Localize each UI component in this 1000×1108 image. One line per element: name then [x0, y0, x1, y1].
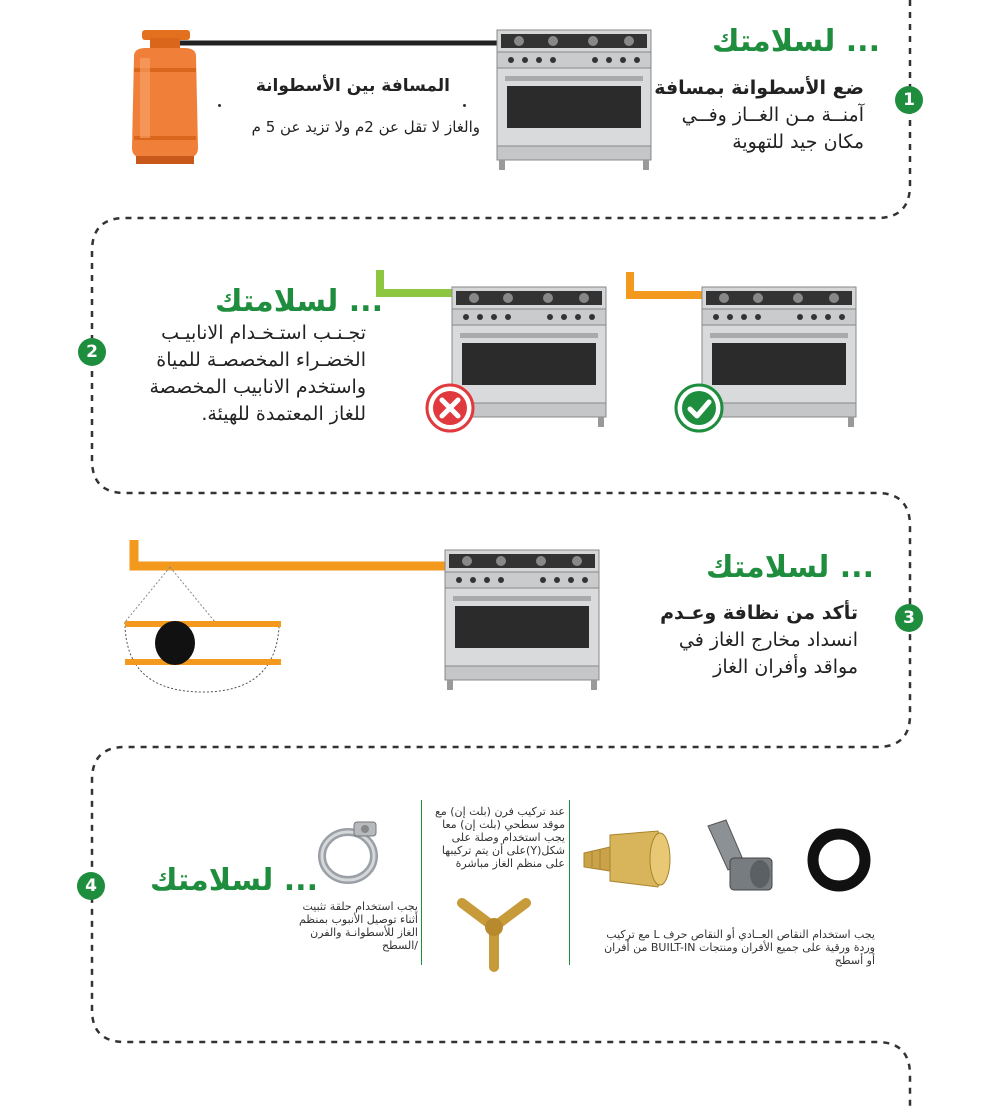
- gas-hose: [180, 38, 500, 48]
- section-3-heading: لسلامتك ...: [706, 550, 874, 585]
- l-reducer-icon: [700, 818, 780, 898]
- text-line: /السطح: [381, 939, 418, 952]
- text-line: تأكد من نظافة وعـدم: [660, 602, 858, 624]
- text-line: واستخدم الانابيب المخصصة: [149, 376, 366, 398]
- text-line: أثناء توصيل الأنبوب بمنظم: [298, 913, 418, 926]
- section-1-text: [620, 75, 864, 156]
- distance-marker-right: [463, 104, 466, 107]
- wrong-x-icon: [424, 382, 476, 434]
- text-line: يجب استخدام وصلة على: [451, 831, 565, 844]
- divider: [569, 800, 570, 965]
- text-line: آمنــة مـن الغــاز وفــي: [681, 104, 864, 126]
- distance-title: المسافة بين الأسطوانة: [255, 76, 450, 96]
- section-2-number: 2: [78, 338, 106, 366]
- text-line: على منظم الغاز مباشرة: [455, 857, 565, 870]
- stove-icon: [495, 28, 655, 173]
- text-line: يجب استخدام النقاص العــادي أو النقاص حرف L مع تركيب: [606, 928, 875, 941]
- section-1-heading: لسلامتك ...: [712, 24, 880, 59]
- text-line: شكل(Y)على أن يتم تركيبها: [441, 844, 565, 857]
- distance-text: والغاز لا تقل عن 2م ولا تزيد عن 5 م: [251, 118, 480, 136]
- stove-icon: [443, 548, 603, 693]
- y-connector-note: [427, 805, 565, 870]
- pipe-closeup-magnifier: [125, 567, 285, 697]
- distance-marker-left: [218, 104, 221, 107]
- section-2-heading: لسلامتك ...: [215, 284, 383, 319]
- y-connector-icon: [452, 895, 542, 975]
- text-line: للغاز المعتمدة للهيئة.: [201, 403, 366, 425]
- section-1-number: 1: [895, 86, 923, 114]
- hose-clamp-icon: [318, 818, 388, 888]
- divider: [421, 800, 422, 965]
- section-4-number: 4: [77, 872, 105, 900]
- text-line: مواقد وأفران الغاز: [713, 656, 858, 678]
- text-line: عند تركيب فرن (بلت إن) مع: [434, 805, 565, 818]
- section-3-text: [610, 600, 858, 681]
- text-line: الخضـراء المخصصـة للمياة: [156, 349, 366, 371]
- seal-note: [585, 928, 875, 967]
- section-3-number: 3: [895, 604, 923, 632]
- check-icon: [673, 382, 725, 434]
- text-line: مكان جيد للتهوية: [732, 131, 864, 153]
- text-line: يجب استخدام حلقة تثبيت: [302, 900, 418, 913]
- text-line: ضع الأسطوانة بمسافة: [654, 77, 864, 99]
- text-line: موقد سطحي (بلت إن) معا: [442, 818, 565, 831]
- text-line: وردة ورقية على جميع الأفران ومنتجات BUILT-IN من أفران: [604, 941, 875, 954]
- section-2-text: [110, 320, 366, 428]
- text-line: تجـنـب استـخـدام الانابيـب: [161, 322, 366, 344]
- gas-cylinder-icon: [120, 28, 210, 168]
- section-4-heading: لسلامتك ...: [150, 863, 318, 898]
- rubber-washer-icon: [805, 826, 875, 896]
- text-line: انسداد مخارج الغاز في: [678, 629, 858, 651]
- brass-reducer-icon: [580, 825, 675, 895]
- clamp-note: [272, 900, 418, 952]
- text-line: أو أسطح: [834, 954, 875, 967]
- text-line: الغاز للأسطوانـة والفرن: [310, 926, 418, 939]
